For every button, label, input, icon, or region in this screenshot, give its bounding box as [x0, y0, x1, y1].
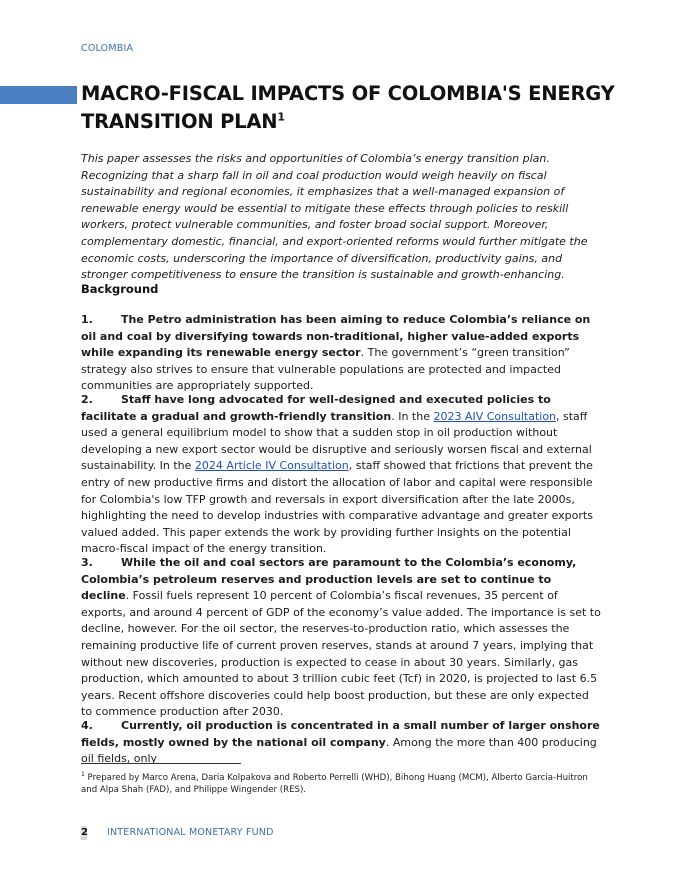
paragraph-number: 1.: [81, 313, 93, 326]
paragraph-3: [81, 555, 601, 721]
title-footnote-marker[interactable]: 1: [277, 110, 285, 124]
paragraph-body: , staff showed that frictions that prevent the entry of new productive firms and distort the allocation of labor and capital were responsible for Colombia's low TFP growth and reversals in export diversification after the late 2000s, highlighting the need to develop industries with comparative advantage and greater exports valued added. This paper extends the work by providing further insights on the potential macro-fiscal impact of the energy transition.: [81, 459, 593, 556]
title-accent-bar: [0, 86, 77, 104]
paragraph-body: . The government’s “green transition” strategy also strives to ensure that vulnerable populations are protected and impacted communities are appropriately supported.: [81, 346, 570, 393]
paragraph-body: . Fossil fuels represent 10 percent of Colombia’s fiscal revenues, 35 percent of exports, and around 4 percent of GDP of the economy’s value added. The importance is set to decline, however. For the oil sector, the reserves-to-production ratio, which assesses the remaining productive life of current proven reserves, stands at around 7 years, implying that without new discoveries, production is expected to cease in about 30 years. Similarly, gas production, which amounted to about 3 trillion cubic feet (Tcf) in 2020, is projected to last 6.5 years. Recent offshore discoveries could help boost production, but these are only expected to commence production after 2030.: [81, 589, 601, 719]
paragraph-body: . In the: [391, 409, 434, 423]
paragraph-4: [81, 718, 601, 768]
footnote-marker: 1: [81, 771, 85, 778]
page-title-text: MACRO-FISCAL IMPACTS OF COLOMBIA'S ENERGY TRANSITION PLAN: [81, 82, 615, 133]
footnote-divider: [81, 763, 241, 764]
paragraph-number: 3.: [81, 556, 93, 569]
link-2024-article-iv-consultation[interactable]: 2024 Article IV Consultation: [194, 459, 349, 473]
section-heading: Background: [81, 282, 159, 296]
paragraph-1: [81, 312, 601, 395]
footnote: [81, 769, 601, 797]
page-title: [81, 80, 641, 136]
footnote-text: Prepared by Marco Arena, Daria Kolpakova and Roberto Perrelli (WHD), Bihong Huang (MCM), Alberto Garcia-Huitron and Alpa Shah (FAD), and Philippe Wingender (RES).: [81, 772, 588, 796]
paragraph-body: , staff used a general equilibrium model to show that a sudden stop in oil production without developing a new export sector would be disruptive and seriously worsen fiscal and external sustainability. In the: [81, 409, 592, 473]
paragraph-number: 2.: [81, 393, 93, 406]
link-2023-aiv-consultation[interactable]: 2023 AIV Consultation: [433, 409, 557, 423]
page-number: 2: [81, 827, 88, 838]
paragraph-lead: Currently, oil production is concentrated in a small number of larger onshore fields, mostly owned by the national oil company: [81, 719, 600, 749]
footer-publisher: INTERNATIONAL MONETARY FUND: [107, 827, 274, 838]
abstract: This paper assesses the risks and opportunities of Colombia’s energy transition plan. Recognizing that a sharp fall in oil and coal production would weigh heavily on fiscal sustainability and regional economies, it emphasizes that a well-managed expansion of renewable energy would be essential to mitigate these effects through policies to reskill workers, protect vulnerable communities, and foster broad social support. Moreover, complementary domestic, financial, and export-oriented reforms would further mitigate the economic costs, underscoring the importance of diversification, productivity gains, and stronger competitiveness to ensure the transition is sustainable and growth-enhancing.: [81, 152, 588, 282]
running-header: COLOMBIA: [81, 43, 134, 54]
paragraph-body: . Among the more than 400 producing oil fields, only: [81, 735, 597, 766]
paragraph-lead: While the oil and coal sectors are paramount to the Colombia’s economy, Colombia’s petroleum reserves and production levels are set to continue to decline: [81, 556, 577, 603]
paragraph-lead: Staff have long advocated for well-designed and executed policies to facilitate a gradual and growth-friendly transition: [81, 393, 551, 423]
paragraph-lead: The Petro administration has been aiming to reduce Colombia’s reliance on oil and coal by diversifying towards non-traditional, higher value-added exports while expanding its renewable energy sector: [81, 313, 591, 360]
paragraph-2: [81, 392, 601, 558]
paragraph-number: 4.: [81, 719, 93, 732]
